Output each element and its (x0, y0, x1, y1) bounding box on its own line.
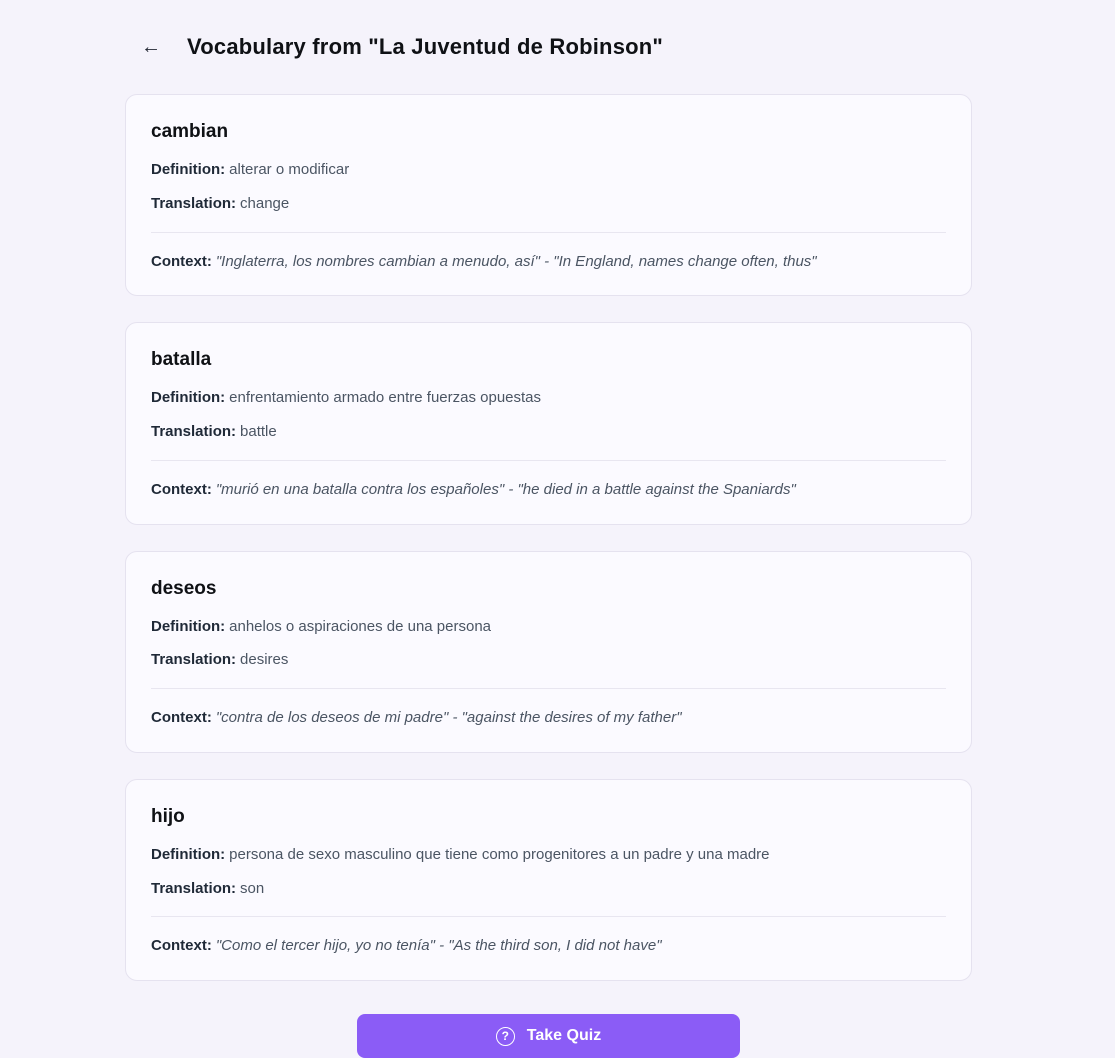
context-row (151, 253, 946, 272)
vocab-card (125, 551, 972, 753)
context-value: "contra de los deseos de mi padre" - "against the desires of my father" (215, 709, 682, 726)
definition-label: Definition: (151, 845, 226, 863)
definition-row (151, 846, 946, 865)
translation-label: Translation: (151, 879, 237, 897)
card-divider (151, 232, 946, 233)
context-label: Context: (151, 937, 212, 955)
vocab-card (125, 94, 972, 296)
question-circle-icon: ? (496, 1027, 515, 1046)
definition-value: anhelos o aspiraciones de una persona (229, 617, 492, 635)
translation-value: son (240, 879, 265, 897)
translation-row (151, 195, 946, 214)
definition-value: enfrentamiento armado entre fuerzas opuestas (229, 389, 542, 407)
definition-row (151, 618, 946, 637)
translation-label: Translation: (151, 651, 237, 669)
translation-label: Translation: (151, 423, 237, 440)
context-label: Context: (151, 480, 212, 498)
translation-row (151, 880, 946, 899)
card-divider (151, 916, 946, 917)
context-row (151, 481, 946, 500)
quiz-button-wrap (125, 1014, 972, 1058)
take-quiz-label: Take Quiz (526, 1027, 602, 1044)
definition-row (151, 389, 946, 408)
context-value: "murió en una batalla contra los españoles" - "he died in a battle against the Spaniards" (215, 480, 796, 498)
context-row (151, 937, 946, 956)
definition-value: alterar o modificar (229, 161, 350, 178)
definition-label: Definition: (151, 161, 226, 178)
definition-row (151, 161, 946, 180)
take-quiz-button[interactable] (357, 1014, 740, 1058)
definition-label: Definition: (151, 617, 226, 635)
vocab-word: batalla (151, 349, 212, 371)
context-value: "Inglaterra, los nombres cambian a menudo, así" - "In England, names change often, thus" (215, 252, 817, 270)
vocab-word: hijo (151, 805, 185, 827)
card-divider (151, 688, 946, 689)
translation-value: battle (240, 423, 277, 440)
back-button[interactable]: ← (141, 36, 161, 58)
translation-value: desires (240, 651, 289, 669)
vocab-card (125, 779, 972, 981)
context-label: Context: (151, 252, 212, 270)
definition-label: Definition: (151, 389, 226, 407)
vocab-word: deseos (151, 577, 217, 599)
card-list (125, 94, 972, 981)
vocab-word: cambian (151, 121, 229, 142)
translation-label: Translation: (151, 194, 237, 212)
context-value: "Como el tercer hijo, yo no tenía" - "As the third son, I did not have" (215, 937, 662, 955)
translation-value: change (240, 194, 290, 212)
context-row (151, 709, 946, 728)
vocab-card (125, 322, 972, 524)
card-divider (151, 460, 946, 461)
page-header (125, 34, 972, 60)
translation-row (151, 651, 946, 670)
page-container (125, 0, 972, 1058)
context-label: Context: (151, 709, 212, 726)
page-title: Vocabulary from "La Juventud de Robinson" (187, 34, 664, 59)
definition-value: persona de sexo masculino que tiene como progenitores a un padre y una madre (229, 845, 770, 863)
translation-row (151, 423, 946, 442)
